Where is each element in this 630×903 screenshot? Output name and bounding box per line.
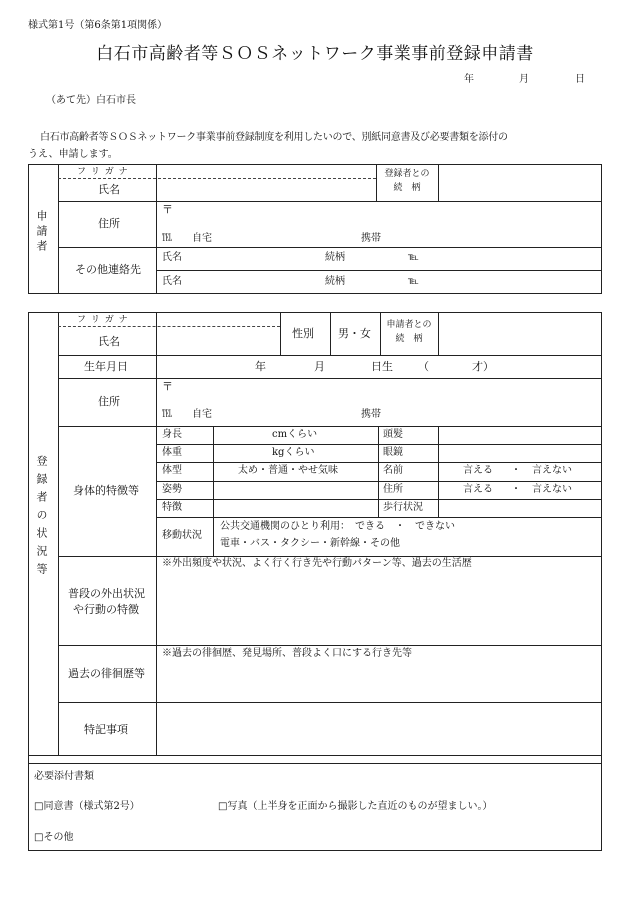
name-can-say: 言える xyxy=(463,465,493,476)
other-contact-label: その他連絡先 xyxy=(75,263,141,276)
address-ability-label: 住所 xyxy=(383,484,403,495)
applicant-address-label: 住所 xyxy=(98,217,120,230)
form-number: 様式第1号（第6条第1項関係） xyxy=(28,20,168,31)
wander-history-note: ※過去の徘徊歴、発見場所、普段よく口にする行き先等 xyxy=(162,648,412,659)
weight-value: kgくらい xyxy=(272,447,315,458)
physical-features-label: 身体的特徴等 xyxy=(73,484,139,497)
posture-label: 姿勢 xyxy=(162,484,182,495)
feature-label: 特徴 xyxy=(162,502,182,513)
attachment-consent-checkbox[interactable]: □同意書（様式第2号） xyxy=(34,801,140,812)
address-cannot-say: 言えない xyxy=(532,484,572,495)
outing-label-1: 普段の外出状況 xyxy=(68,587,145,600)
hair-label: 頭髪 xyxy=(383,429,403,440)
applicant-section-label: 申請者 xyxy=(35,210,48,255)
registrant-mobile: 携帯 xyxy=(361,409,381,420)
registrant-furigana-label: フ リ ガ ナ xyxy=(77,315,129,325)
special-notes-label: 特記事項 xyxy=(84,723,128,736)
contact-2-relation: 続柄 xyxy=(325,276,345,287)
dob-day: 日生 xyxy=(371,360,393,373)
sex-label: 性別 xyxy=(292,327,314,340)
attachment-photo-checkbox[interactable]: □写真（上半身を正面から撮影した直近のものが望ましい。） xyxy=(218,801,493,812)
wander-history-label: 過去の徘徊歴等 xyxy=(68,667,145,680)
dob-year: 年 xyxy=(255,360,266,373)
date-year-label: 年 xyxy=(464,74,474,85)
mobility-line-2: 電車・バス・タクシー・新幹線・その他 xyxy=(220,538,400,549)
contact-2-name: 氏名 xyxy=(162,276,182,287)
build-label: 体型 xyxy=(162,465,182,476)
registrant-section-label: 登録者の状況等 xyxy=(35,455,48,581)
outing-note: ※外出頻度や状況、よく行く行き先や行動パターン等、過去の生活歴 xyxy=(162,558,472,569)
registrant-relation-label-1: 申請者との xyxy=(386,320,432,330)
address-dot: ・ xyxy=(511,484,521,495)
registrant-name-label: 氏名 xyxy=(98,335,120,348)
applicant-relation-label-2: 続 柄 xyxy=(393,183,421,193)
registrant-relation-label-2: 続 柄 xyxy=(395,334,423,344)
walking-label: 歩行状況 xyxy=(383,502,423,513)
registrant-tel-home: ℡ 自宅 xyxy=(162,409,212,420)
date-day-label: 日 xyxy=(575,74,585,85)
contact-1-tel: ℡ xyxy=(408,252,419,263)
registrant-address-label: 住所 xyxy=(98,395,120,408)
date-month-label: 月 xyxy=(519,74,529,85)
sex-value: 男・女 xyxy=(338,327,371,340)
applicant-relation-label-1: 登録者との xyxy=(384,169,430,179)
build-value: 太め・普通・やせ気味 xyxy=(238,465,338,476)
contact-1-name: 氏名 xyxy=(162,252,182,263)
glasses-label: 眼鏡 xyxy=(383,447,403,458)
name-cannot-say: 言えない xyxy=(532,465,572,476)
intro-line-2: うえ、申請します。 xyxy=(28,149,118,160)
attachment-other-checkbox[interactable]: □その他 xyxy=(34,832,74,843)
applicant-tel-home: ℡ 自宅 xyxy=(162,233,212,244)
page-title: 白石市高齢者等ＳＯＳネットワーク事業事前登録申請書 xyxy=(96,44,534,64)
applicant-name-label: 氏名 xyxy=(98,183,120,196)
height-label: 身長 xyxy=(162,429,182,440)
applicant-mobile: 携帯 xyxy=(361,233,381,244)
intro-line-1: 白石市高齢者等ＳＯＳネットワーク事業事前登録制度を利用したいので、別紙同意書及び必要書類を添付の xyxy=(40,132,508,143)
address-can-say: 言える xyxy=(463,484,493,495)
contact-2-tel: ℡ xyxy=(408,276,419,287)
mobility-label: 移動状況 xyxy=(162,530,202,541)
addressee: （あて先）白石市長 xyxy=(46,95,136,106)
height-value: cmくらい xyxy=(272,429,318,440)
contact-1-relation: 続柄 xyxy=(325,252,345,263)
age-open: （ xyxy=(418,360,429,373)
name-ability-label: 名前 xyxy=(383,465,403,476)
applicant-furigana-label: フ リ ガ ナ xyxy=(77,167,129,177)
mobility-line-1: 公共交通機関のひとり利用： できる ・ できない xyxy=(220,521,455,532)
registrant-postal-mark: 〒 xyxy=(162,380,173,393)
attachments-heading: 必要添付書類 xyxy=(34,771,94,782)
dob-month: 月 xyxy=(314,360,325,373)
weight-label: 体重 xyxy=(162,447,182,458)
name-dot: ・ xyxy=(511,465,521,476)
age-close: 才） xyxy=(472,360,494,373)
applicant-postal-mark: 〒 xyxy=(162,203,173,216)
dob-label: 生年月日 xyxy=(84,360,128,373)
outing-label-2: や行動の特徴 xyxy=(73,603,139,616)
